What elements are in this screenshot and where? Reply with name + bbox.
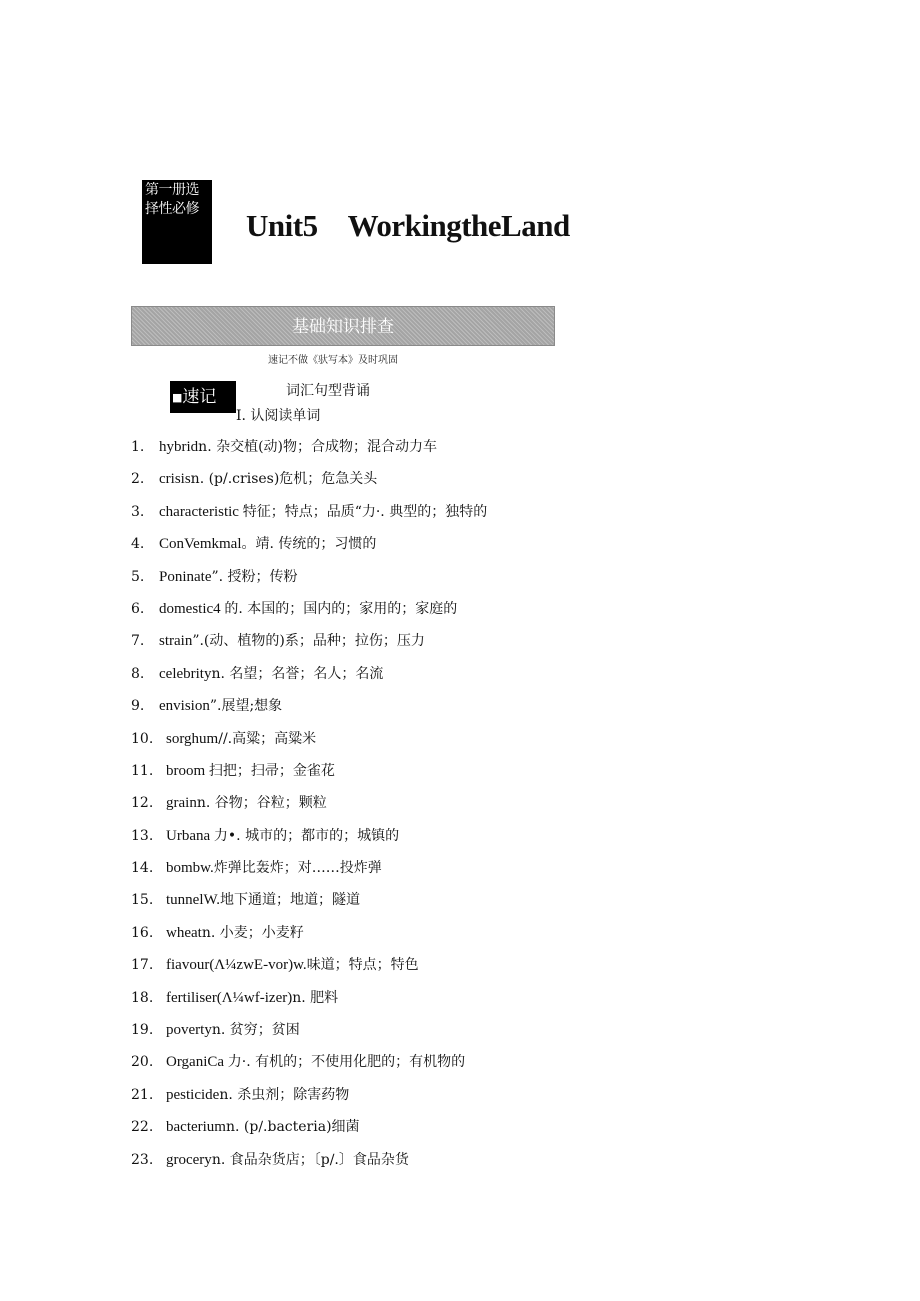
vocab-number: 16. [131,924,154,941]
vocab-item [131,825,487,857]
vocab-number: 10. [131,730,154,747]
vocab-number: 11. [131,762,154,779]
vocab-word: sorghum [166,730,219,747]
vocab-definition: n. 食品杂货店；〔p∕.〕食品杂货 [211,1151,409,1168]
vocab-word: broom [166,762,209,779]
vocab-definition: n. 贫穷；贫困 [211,1022,300,1039]
vocab-word: OrganiCa [166,1054,228,1071]
vocab-number: 1. [131,439,145,455]
vocab-item [131,598,487,630]
vocab-item [131,1051,487,1083]
vocab-item [131,436,487,468]
vocab-definition: n. 谷物；谷粒；颗粒 [196,795,327,812]
vocab-number: 6. [131,600,145,617]
vocab-number: 21. [131,1086,154,1103]
vocab-item [131,533,487,565]
vocab-word: poverty [166,1022,212,1039]
vocab-definition: n. 名望；名誉；名人；名流 [211,665,384,682]
vocab-number: 15. [131,892,154,909]
section-subheading: I. 认阅读单词 [236,408,321,424]
vocab-definition: ”. 授粉；传粉 [211,568,298,585]
vocab-item [131,695,487,727]
vocab-definition: n. 小麦；小麦籽 [201,924,304,941]
vocab-item [131,566,487,598]
vocab-item [131,987,487,1019]
banner-title: 基础知识排查 [292,317,394,337]
vocab-definition: n. (p/.crises)危机；危急关头 [190,471,378,488]
quick-memo-tag [170,381,236,413]
vocab-item [131,630,487,662]
unit-title [246,208,570,244]
vocab-item [131,889,487,921]
vocab-definition: 特征；特点；品质“力·. 典型的；独特的 [242,503,488,520]
vocab-item [131,501,487,533]
vocab-word: hybrid [159,439,199,455]
vocab-item [131,1084,487,1116]
vocab-word: grocery [166,1151,212,1168]
vocab-word: wheat [166,924,202,941]
vocab-item [131,954,487,986]
vocab-word: ConVemkmal [159,536,242,553]
vocab-number: 4. [131,536,145,553]
vocab-item [131,857,487,889]
vocab-item [131,1116,487,1148]
vocab-item [131,792,487,824]
vocab-item [131,1019,487,1051]
unit-name: WorkingtheLand [347,208,570,243]
vocab-word: domestic4 [159,600,225,617]
banner-subtitle: 速记不做《驮写本》及时巩固 [268,355,398,366]
vocab-number: 17. [131,957,154,974]
vocab-word: pesticide [166,1086,220,1103]
vocab-definition: n. (p∕.bacteria)细菌 [225,1119,360,1136]
vocab-word: envision [159,698,210,715]
vocab-number: 9. [131,698,145,715]
vocab-definition: 力•. 城市的；都市的；城镇的 [213,827,400,844]
vocab-item [131,663,487,695]
unit-number: Unit5 [246,208,318,243]
vocab-item [131,922,487,954]
vocab-number: 23. [131,1151,154,1168]
vocab-definition: 炸弹比轰炸；对……投炸弹 [213,860,382,877]
vocab-definition: 。靖. 传统的；习惯的 [241,536,377,553]
vocab-word: characteristic [159,503,243,520]
book-badge [142,180,212,264]
vocab-definition: 力·. 有机的；不使用化肥的；有机物的 [227,1054,466,1071]
vocab-definition: //.高粱；高粱米 [218,730,317,747]
square-icon: ■ [172,391,183,404]
section-banner [131,306,555,346]
vocab-word: Poninate [159,568,212,585]
vocab-item [131,1149,487,1181]
vocab-definition: n. 杀虫剂；除害药物 [219,1086,350,1103]
vocab-definition: 味道；特点；特色 [306,957,419,974]
vocab-definition: n. 杂交植(动)物；合成物；混合动力车 [198,439,438,455]
vocab-item [131,760,487,792]
section-heading: 词汇句型背诵 [286,383,370,399]
vocab-number: 22. [131,1119,154,1136]
vocab-word: fiavour(Λ¼zwE-vor)w. [166,957,307,974]
vocab-number: 19. [131,1022,154,1039]
vocab-number: 13. [131,827,154,844]
vocab-number: 2. [131,471,145,488]
vocab-word: strain [159,633,193,650]
vocab-definition: ”.展望;想象 [209,698,283,715]
vocab-word: tunnelW. [166,892,221,909]
vocab-number: 18. [131,989,154,1006]
vocab-list [131,436,487,1181]
vocab-word: bombw. [166,860,214,877]
vocab-definition: ”.(动、植物的)系；品种；拉伤；压力 [192,633,425,650]
tag-label: 速记 [182,387,217,407]
vocab-word: crisis [159,471,191,488]
vocab-definition: n. 肥料 [292,989,339,1006]
vocab-word: fertiliser(Λ¼wf-izer) [166,989,293,1006]
vocab-number: 14. [131,860,154,877]
vocab-word: grain [166,795,197,812]
vocab-number: 20. [131,1054,154,1071]
vocab-number: 7. [131,633,145,650]
vocab-word: celebrity [159,665,212,682]
vocab-number: 3. [131,503,145,520]
vocab-number: 8. [131,665,145,682]
vocab-word: bacterium [166,1119,226,1136]
badge-line-1: 第一册选 [145,182,199,198]
badge-line-2: 择性必修 [145,201,199,217]
vocab-word: Urbana [166,827,214,844]
vocab-item [131,468,487,500]
vocab-number: 12. [131,795,154,812]
vocab-number: 5. [131,568,145,585]
vocab-item [131,728,487,760]
vocab-definition: 的. 本国的；国内的；家用的；家庭的 [224,600,458,617]
vocab-definition: 地下通道；地道；隧道 [220,892,361,909]
vocab-definition: 扫把；扫帚；金雀花 [208,762,335,779]
